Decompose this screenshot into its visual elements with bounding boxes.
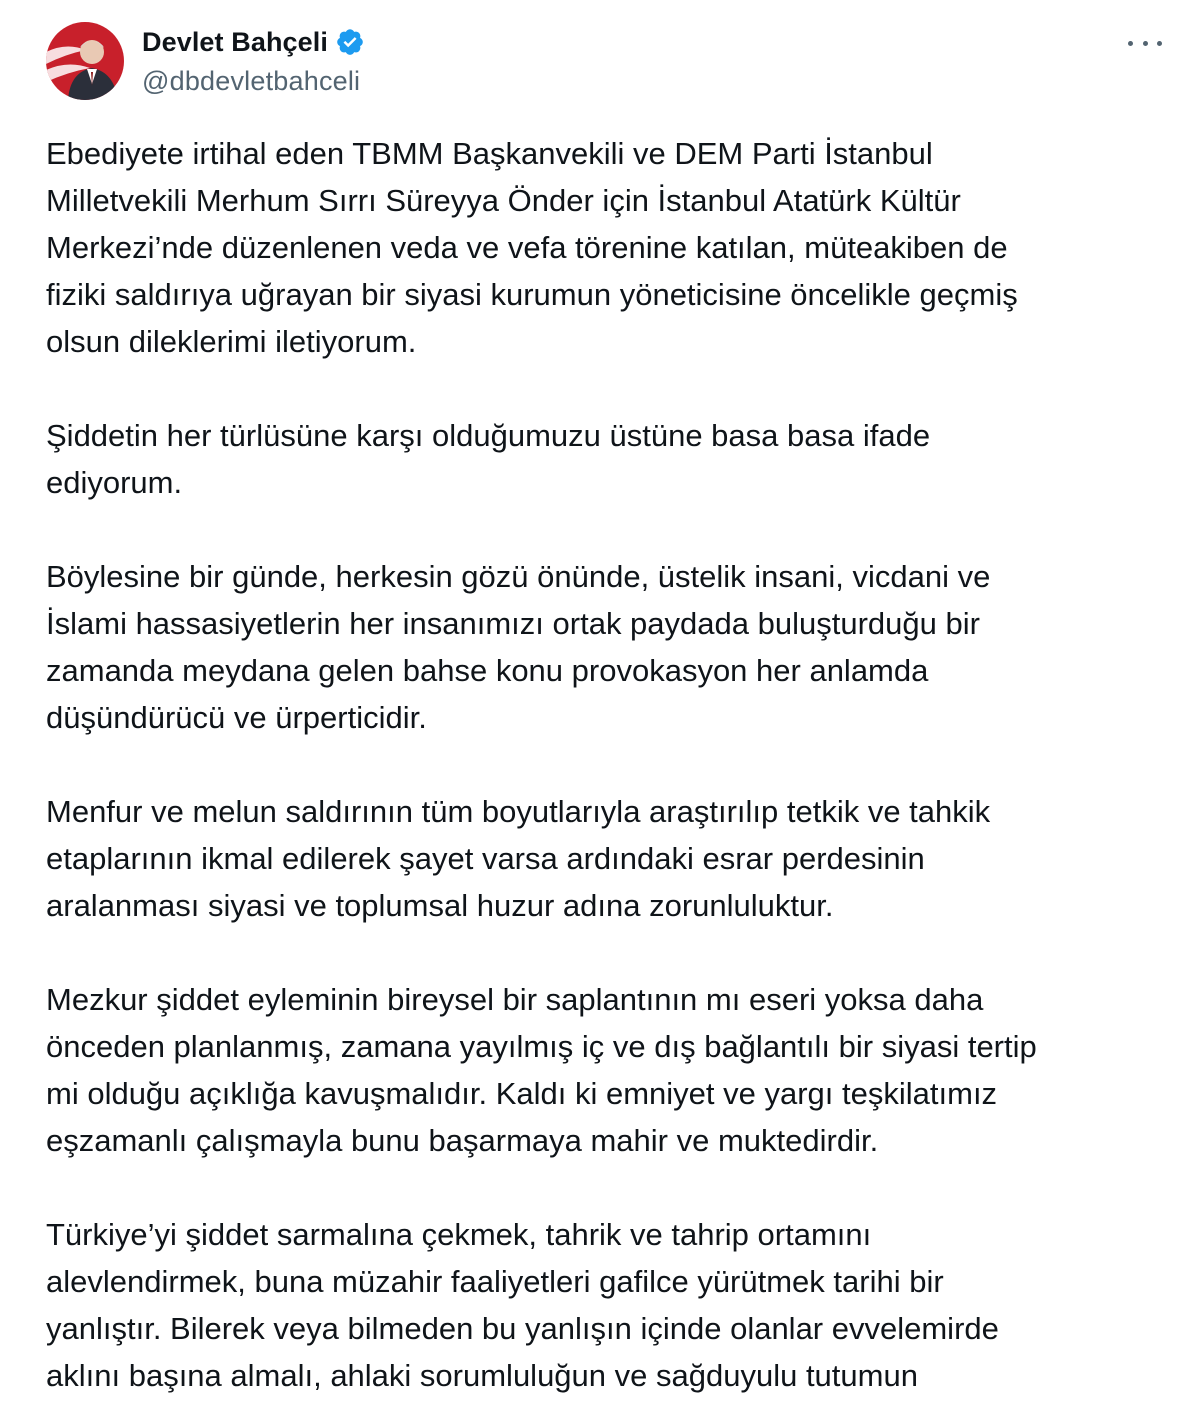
- tweet-paragraph: Ebediyete irtihal eden TBMM Başkanvekili ve DEM Parti İstanbul Milletvekili Merhum Sırrı Süreyya Önder için İstanbul Atatürk Kültür Merkezi’nde düzenlenen veda ve vefa törenine katılan, müteakiben de fiziki saldırıya uğrayan bir siyasi kurumun yöneticisine öncelikle geçmiş olsun dileklerimi iletiyorum.: [46, 136, 1018, 359]
- tweet-text: [46, 130, 1156, 1399]
- tweet-header: [46, 22, 1154, 106]
- display-name[interactable]: Devlet Bahçeli: [142, 27, 328, 57]
- author-info: [142, 26, 365, 98]
- tweet-paragraph: Mezkur şiddet eyleminin bireysel bir saplantının mı eseri yoksa daha önceden planlanmış, zamana yayılmış iç ve dış bağlantılı bir siyasi tertip mi olduğu açıklığa kavuşmalıdır. Kaldı ki emniyet ve yargı teşkilatımız eşzamanlı çalışmayla bunu başarmaya mahir ve muktedirdir.: [46, 982, 1037, 1158]
- more-dot: [1143, 41, 1148, 46]
- tweet-paragraph: Böylesine bir günde, herkesin gözü önünde, üstelik insani, vicdani ve İslami hassasiyetlerin her insanımızı ortak paydada buluşturduğu bir zamanda meydana gelen bahse konu provokasyon her anlamda düşündürücü ve ürperticidir.: [46, 559, 991, 735]
- tweet-paragraph: Türkiye’yi şiddet sarmalına çekmek, tahrik ve tahrip ortamını alevlendirmek, buna müzahir faaliyetleri gafilce yürütmek tarihi bir yanlıştır. Bilerek veya bilmeden bu yanlışın içinde olanlar evvelemirde aklını başına almalı, ahlaki sorumluluğun ve sağduyulu tutumun: [46, 1217, 999, 1393]
- verified-badge-icon[interactable]: [335, 27, 365, 57]
- tweet-paragraph: Şiddetin her türlüsüne karşı olduğumuzu üstüne basa basa ifade ediyorum.: [46, 418, 931, 500]
- more-dot: [1128, 41, 1133, 46]
- more-options-icon[interactable]: [1128, 30, 1162, 56]
- handle[interactable]: @dbdevletbahceli: [142, 66, 361, 97]
- more-dot: [1157, 41, 1162, 46]
- tweet-paragraph: Menfur ve melun saldırının tüm boyutlarıyla araştırılıp tetkik ve tahkik etaplarının ikmal edilerek şayet varsa ardındaki esrar perdesinin aralanması siyasi ve toplumsal huzur adına zorunluluktur.: [46, 794, 991, 923]
- avatar[interactable]: [46, 22, 124, 100]
- name-row: [142, 26, 365, 58]
